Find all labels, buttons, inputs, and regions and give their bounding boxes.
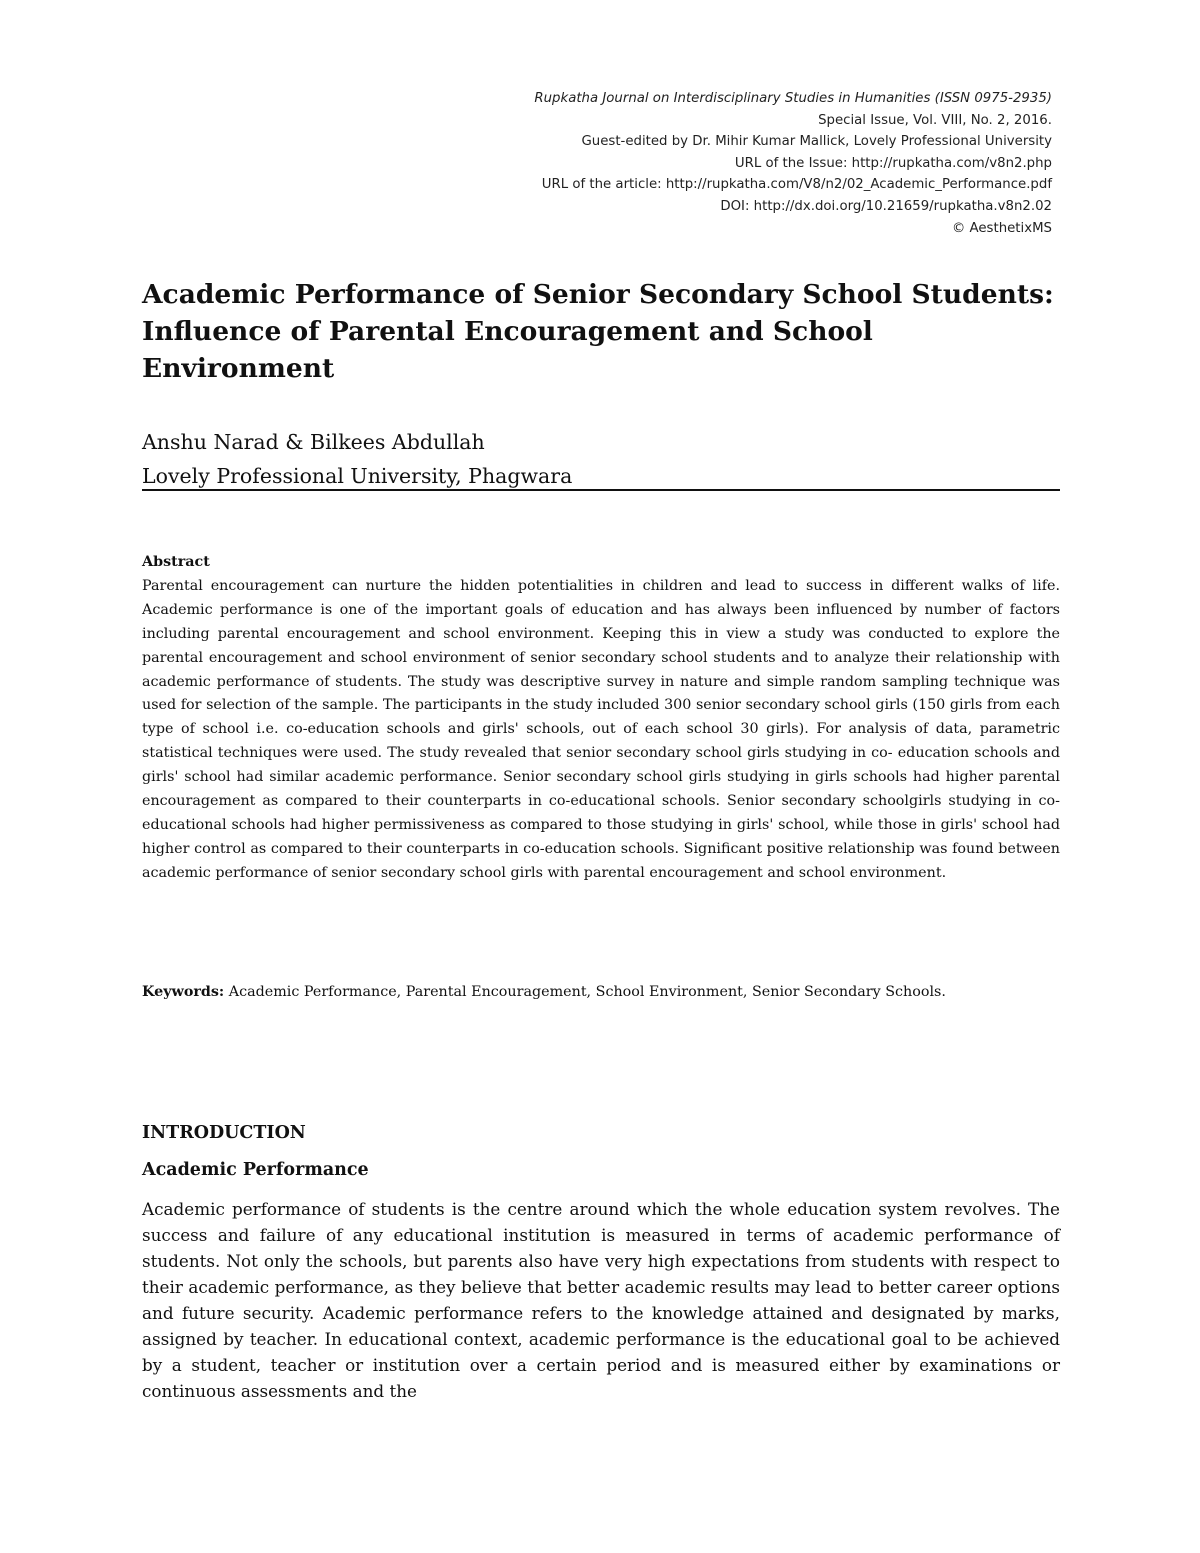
abstract-heading: Abstract: [142, 554, 210, 570]
journal-name: Rupkatha Journal on Interdisciplinary Studies in Humanities (ISSN 0975-2935): [534, 91, 1052, 106]
issue-info: Special Issue, Vol. VIII, No. 2, 2016.: [818, 112, 1052, 128]
article-url: URL of the article: http://rupkatha.com/V8/n2/02_Academic_Performance.pdf: [541, 177, 1052, 193]
academic-performance-subheading: Academic Performance: [142, 1160, 369, 1180]
copyright: © AesthetixMS: [951, 220, 1052, 236]
paper-title: Academic Performance of Senior Secondary School Students: Influence of Parental Encouragement and School Environment: [142, 279, 1054, 384]
keywords-label: Keywords:: [142, 984, 225, 1000]
abstract-text: Parental encouragement can nurture the hidden potentialities in children and lead to success in different walks of life. Academic performance is one of the important goals of education and has always been influenced by number of factors including parental encouragement and school environment. Keeping this in view a study was conducted to explore the parental encouragement and school environment of senior secondary school students and to analyze their relationship with academic performance of students. The study was descriptive survey in nature and simple random sampling technique was used for selection of the sample. The participants in the study included 300 senior secondary school girls (150 girls from each type of school i.e. co-education schools and girls' schools, out of each school 30 girls). For analysis of data, parametric statistical techniques were used. The study revealed that senior secondary school girls studying in co- education schools and girls' school had similar academic performance. Senior secondary school girls studying in girls schools had higher parental encouragement as compared to their counterparts in co-educational schools. Senior secondary schoolgirls studying in co-educational schools had higher permissiveness as compared to those studying in girls' school, while those in girls' school had higher control as compared to their counterparts in co-education schools. Significant positive relationship was found between academic performance of senior secondary school girls with parental encouragement and school environment.: [142, 577, 1060, 881]
author-affiliation: Lovely Professional University, Phagwara: [142, 464, 573, 488]
guest-editor: Guest-edited by Dr. Mihir Kumar Mallick, Lovely Professional University: [581, 134, 1052, 150]
introduction-heading: INTRODUCTION: [142, 1123, 306, 1143]
journal-header: [534, 88, 1052, 239]
author-block: [142, 425, 1062, 493]
author-names: Anshu Narad & Bilkees Abdullah: [142, 430, 485, 454]
doi: DOI: http://dx.doi.org/10.21659/rupkatha.v8n2.02: [720, 198, 1052, 214]
keywords-section: [142, 981, 1022, 1005]
keywords-text: Academic Performance, Parental Encouragement, School Environment, Senior Secondary Schools.: [224, 984, 946, 1000]
abstract-section: [142, 551, 1060, 886]
introduction-paragraph: Academic performance of students is the centre around which the whole education system revolves. The success and failure of any educational institution is measured in terms of academic performance of students. Not only the schools, but parents also have very high expectations from students with respect to their academic performance, as they believe that better academic results may lead to better career options and future security. Academic performance refers to the knowledge attained and designated by marks, assigned by teacher. In educational context, academic performance is the educational goal to be achieved by a student, teacher or institution over a certain period and is measured either by examinations or continuous assessments and the: [142, 1199, 1060, 1401]
issue-url: URL of the Issue: http://rupkatha.com/v8n2.php: [734, 155, 1052, 171]
title-divider: [142, 489, 1060, 491]
